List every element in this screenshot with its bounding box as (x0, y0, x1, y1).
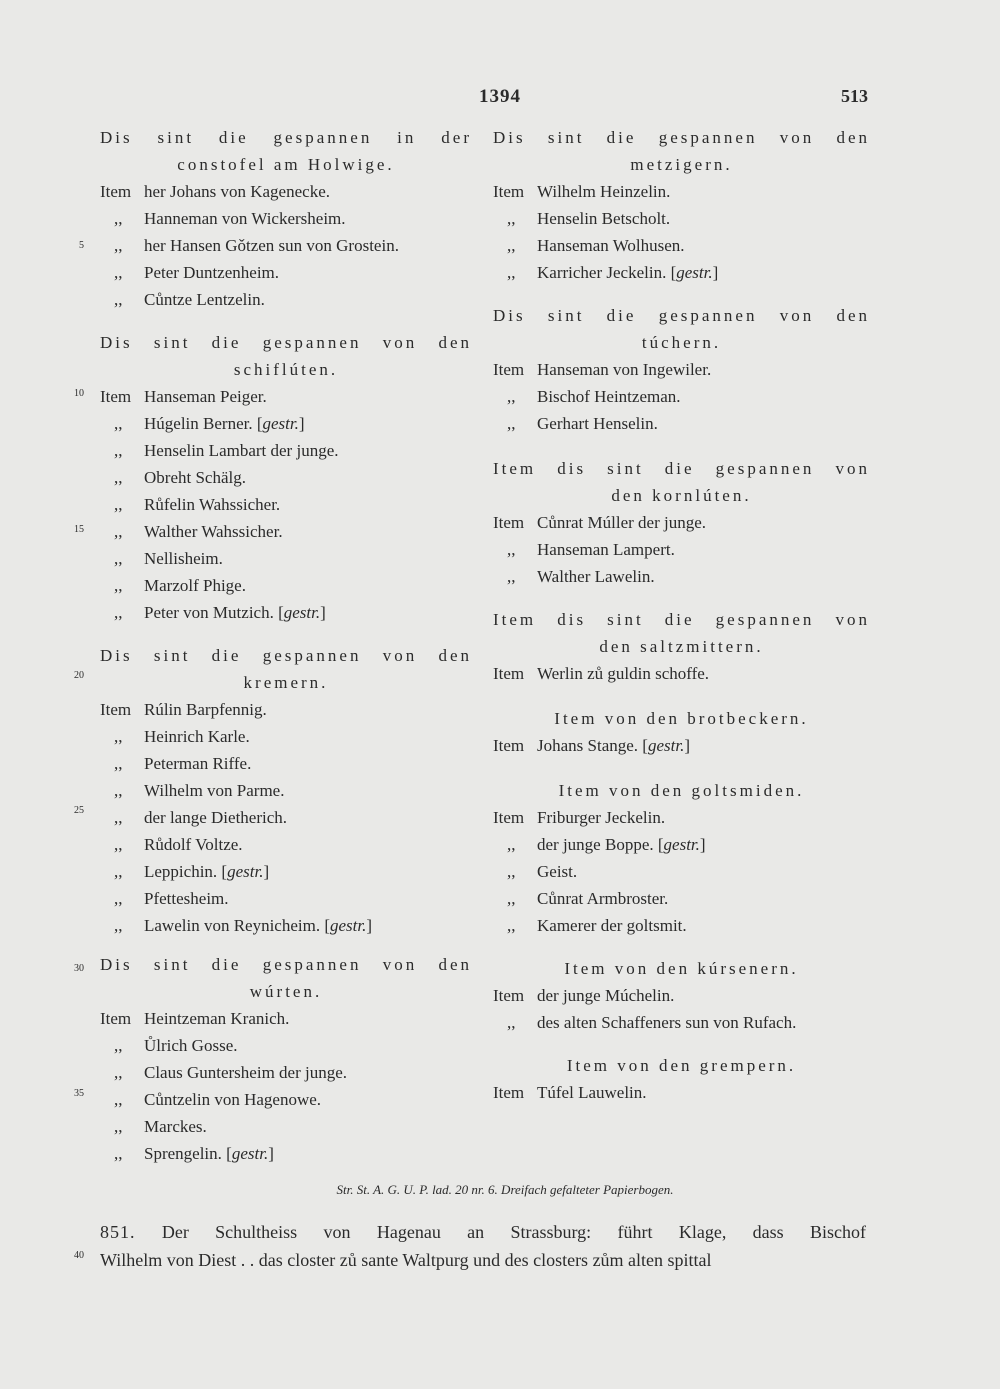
section-heading: Dis sint die gespannen von den wúrten. (100, 955, 472, 1001)
section-heading: Dis sint die gespannen von den metzigern. (493, 128, 870, 174)
list-item: ,, Marzolf Phige. (114, 576, 246, 595)
list-item: Item der junge Múchelin. (493, 986, 675, 1005)
list-item: ,, Růdolf Voltze. (114, 835, 243, 854)
list-item: ,, Hanseman Lampert. (507, 540, 675, 559)
list-item: ,, Heinrich Karle. (114, 727, 250, 746)
list-item: ,, Geist. (507, 862, 578, 881)
list-item: ,, Marckes. (114, 1117, 207, 1136)
line-number: 5 (79, 240, 84, 251)
list-item: Item Wilhelm Heinzelin. (493, 182, 671, 201)
section-heading: Item von den goltsmiden. (558, 781, 805, 800)
section-heading: Dis sint die gespannen von den kremern. (100, 646, 472, 692)
list-item: ,, Kamerer der goltsmit. (507, 916, 687, 935)
list-item: ,, Obreht Schälg. (114, 468, 246, 487)
list-item: ,, Hanneman von Wickersheim. (114, 209, 346, 228)
list-item: ,, Nellisheim. (114, 549, 223, 568)
list-item: ,, Bischof Heintzeman. (507, 387, 681, 406)
line-number: 25 (74, 805, 84, 816)
footer-line-2: Wilhelm von Diest . . das closter zů sante Waltpurg und des closters zům alten spittal (100, 1250, 712, 1270)
list-item: ,, Cůntze Lentzelin. (114, 290, 265, 309)
source-note: Str. St. A. G. U. P. lad. 20 nr. 6. Dreifach gefalteter Papierbogen. (336, 1182, 674, 1197)
line-number: 20 (74, 670, 84, 681)
section-heading: Dis sint die gespannen von den túchern. (493, 306, 870, 352)
list-item: ,, Claus Guntersheim der junge. (114, 1063, 348, 1082)
list-item: Item Cůnrat Múller der junge. (493, 513, 707, 532)
list-item: ,, Pfettesheim. (114, 889, 229, 908)
section-heading: Item von den grempern. (566, 1056, 797, 1075)
line-number: 15 (74, 524, 84, 535)
list-item: Item Túfel Lauwelin. (493, 1083, 647, 1102)
list-item: ,, Peter Duntzenheim. (114, 263, 280, 282)
list-item: ,, Leppichin. [gestr.] (114, 862, 270, 881)
list-item: ,, Walther Wahssicher. (114, 522, 283, 541)
list-item: ,, Cůnrat Armbroster. (507, 889, 669, 908)
footer-line-1 (100, 1218, 866, 1246)
list-item: ,, des alten Schaffeners sun von Rufach. (507, 1013, 797, 1032)
list-item: Item Werlin zů guldin schoffe. (493, 664, 710, 683)
section-heading: Item von den kúrsenern. (564, 959, 799, 978)
line-number: 10 (74, 388, 84, 399)
list-item: ,, Peter von Mutzich. [gestr.] (114, 603, 326, 622)
list-item: ,, der junge Boppe. [gestr.] (507, 835, 706, 854)
list-item: ,, Karricher Jeckelin. [gestr.] (507, 263, 719, 282)
list-item: Item Friburger Jeckelin. (493, 808, 666, 827)
entry-number: 851. (100, 1222, 136, 1242)
right-column (493, 124, 870, 1106)
footer-entry (100, 1218, 866, 1274)
section-heading: Dis sint die gespannen von den schiflúten. (100, 333, 472, 379)
line-number: 40 (74, 1250, 84, 1261)
list-item: Item Johans Stange. [gestr.] (493, 736, 691, 755)
list-item: Item her Johans von Kagenecke. (100, 182, 330, 201)
section-heading: Dis sint die gespannen in der constofel am Holwige. (100, 128, 472, 174)
line-number: 35 (74, 1088, 84, 1099)
list-item: ,, Lawelin von Reynicheim. [gestr.] (114, 916, 373, 935)
list-item: ,, Gerhart Henselin. (507, 414, 658, 433)
list-item: ,, Cůntzelin von Hagenowe. (114, 1090, 322, 1109)
list-item: Item Hanseman Peiger. (100, 387, 267, 406)
list-item: Item Rúlin Barpfennig. (100, 700, 267, 719)
list-item: ,, Walther Lawelin. (507, 567, 655, 586)
year-heading: 1394 (479, 86, 521, 107)
list-item: Item Heintzeman Kranich. (100, 1009, 290, 1028)
line-number: 30 (74, 963, 84, 974)
page-number: 513 (841, 86, 868, 106)
list-item: ,, der lange Dietherich. (114, 808, 288, 827)
list-item: ,, Růfelin Wahssicher. (114, 495, 281, 514)
list-item: ,, Ůlrich Gosse. (114, 1036, 238, 1055)
list-item: ,, Peterman Riffe. (114, 754, 252, 773)
list-item: ,, Hanseman Wolhusen. (507, 236, 685, 255)
list-item: ,, Henselin Betscholt. (507, 209, 671, 228)
section-heading: Item dis sint die gespannen von den kornlúten. (493, 459, 870, 505)
footer-text-1: Der Schultheiss von Hagenau an Strassburg: führt Klage, dass Bischof (161, 1222, 867, 1242)
list-item: ,, Wilhelm von Parme. (114, 781, 285, 800)
list-item: ,, her Hansen Gǒtzen sun von Grostein. (114, 236, 399, 255)
list-item: ,, Húgelin Berner. [gestr.] (114, 414, 305, 433)
section-heading: Item dis sint die gespannen von den saltzmittern. (493, 610, 870, 656)
list-item: ,, Sprengelin. [gestr.] (114, 1144, 274, 1163)
list-item: ,, Henselin Lambart der junge. (114, 441, 339, 460)
list-item: Item Hanseman von Ingewiler. (493, 360, 712, 379)
left-column (100, 124, 472, 1167)
section-heading: Item von den brotbeckern. (554, 709, 809, 728)
